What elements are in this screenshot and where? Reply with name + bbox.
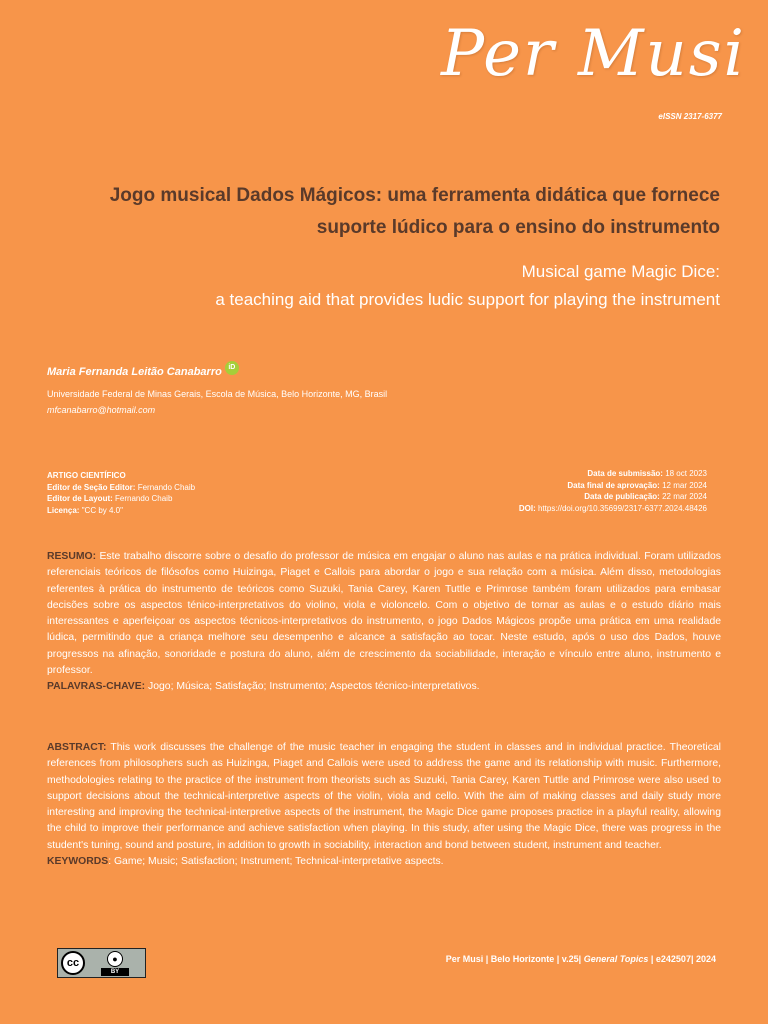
doi-link[interactable]: https://doi.org/10.35699/2317-6377.2024.48426 (537, 503, 707, 513)
author-name[interactable]: Maria Fernanda Leitão Canabarro (47, 366, 222, 378)
footer-suffix: | e242507| 2024 (650, 954, 716, 964)
footer-prefix: Per Musi | Belo Horizonte | v.25| (445, 954, 582, 964)
abstract-section (47, 740, 721, 870)
cc-icon: cc (61, 951, 85, 975)
abstract-text: This work discusses the challenge of the music teacher in engaging the student in classes and in individual practice. Theoretical references from philosophers such as Huizinga, Piaget and Callois were used to address the game and its relationship with music. Furthermore, methodologies relating to the practice of the instrument from theorists such as Suzuki, Tania Carey, Karen Tuttle and Primrose were also used to support decisions about the technical-interpretive aspects of the violin, viola and cello. With the aim of making classes and daily study more interesting and improving the technical-interpretive aspects of the instrument, the Magic Dice game proposes practice in a playful reality, allowing the child to improve their performance and achieve satisfaction when playing. In this study, after using the Magic Dice, there was progress in the student's tuning, sound and posture, in addition to growth in sociability, interaction and bond between student, instrument and teacher. (47, 742, 721, 851)
palavras-chave-label: PALAVRAS-CHAVE: (47, 681, 146, 693)
by-label: BY (101, 968, 129, 976)
eissn: eISSN 2317-6377 (658, 112, 722, 121)
license-value: "CC by 4.0" (81, 505, 123, 515)
footer-section: General Topics (583, 954, 649, 964)
article-meta-left (47, 470, 195, 516)
resumo-section (47, 549, 721, 696)
title-english-line2: a teaching aid that provides ludic support for playing the instrument (215, 290, 720, 309)
title-english-line1: Musical game Magic Dice: (521, 262, 720, 281)
title-portuguese: Jogo musical Dados Mágicos: uma ferramenta didática que fornece suporte lúdico para o ensino do instrumento (109, 185, 720, 238)
abstract-label: ABSTRACT: (47, 742, 107, 753)
license-label: Licença: (47, 505, 80, 515)
person-icon: ● (107, 951, 123, 967)
section-editor-label: Editor de Seção Editor: (47, 482, 136, 492)
orcid-icon[interactable]: iD (225, 361, 239, 375)
keywords: : Game; Music; Satisfaction; Instrument; Technical-interpretative aspects. (108, 856, 444, 868)
author (47, 366, 239, 378)
journal-logo: Per Musi (440, 17, 746, 91)
article-meta-right (519, 468, 707, 514)
by-icon-group (85, 949, 145, 977)
page-footer (446, 954, 716, 964)
final-approval-date: 12 mar 2024 (662, 480, 707, 490)
resumo-label: RESUMO: (47, 551, 97, 562)
cc-by-license-badge[interactable] (57, 948, 146, 978)
submission-date: 18 oct 2023 (665, 469, 707, 478)
resumo-text: Este trabalho discorre sobre o desafio do professor de música em engajar o aluno nas aulas e na prática individual. Foram utilizados referenciais teóricos de filósofos como Huizinga, Piaget e Callois para abordar o jogo e sua relação com a música. Além disso, metodologias referentes à prática do instrumento de teóricos como Suzuki, Tania Carey, Karen Tuttle e Primrose também foram utilizados para embasar decisões sobre os aspectos ténico-interpretativos do violino, viola e violoncelo. Com o objetivo de tornar as aulas e o estudo diário mais interessantes e aperfeiçoar os aspectos técnicos-interpretativos do instrumento, o jogo Dados Mágicos propõe uma prática em uma realidade lúdica, permitindo que a criança melhore seu desempenho e alcance a satisfação ao tocar. Neste estudo, após o uso dos Dados, houve progressos na afinação, sonoridade e postura do aluno, além de crescimento da sociabilidade, interação e vínculo entre aluno, instrumento e professor. (47, 551, 721, 677)
publication-date: 22 mar 2024 (662, 492, 707, 501)
layout-editor: Fernando Chaib (115, 494, 173, 503)
publication-label: Data de publicação: (584, 492, 660, 501)
article-type: ARTIGO CIENTÍFICO (47, 471, 126, 480)
keywords-label: KEYWORDS (47, 856, 109, 868)
final-approval-label: Data final de aprovação: (567, 480, 660, 490)
author-email[interactable]: mfcanabarro@hotmail.com (47, 405, 156, 415)
layout-editor-label: Editor de Layout: (47, 494, 113, 503)
doi-label: DOI: (518, 503, 536, 513)
title-english (40, 258, 720, 314)
author-affiliation: Universidade Federal de Minas Gerais, Escola de Música, Belo Horizonte, MG, Brasil (47, 389, 388, 399)
submission-label: Data de submissão: (587, 469, 663, 478)
section-editor: Fernando Chaib (137, 482, 196, 492)
palavras-chave: Jogo; Música; Satisfação; Instrumento; Aspectos técnico-interpretativos. (148, 681, 480, 693)
